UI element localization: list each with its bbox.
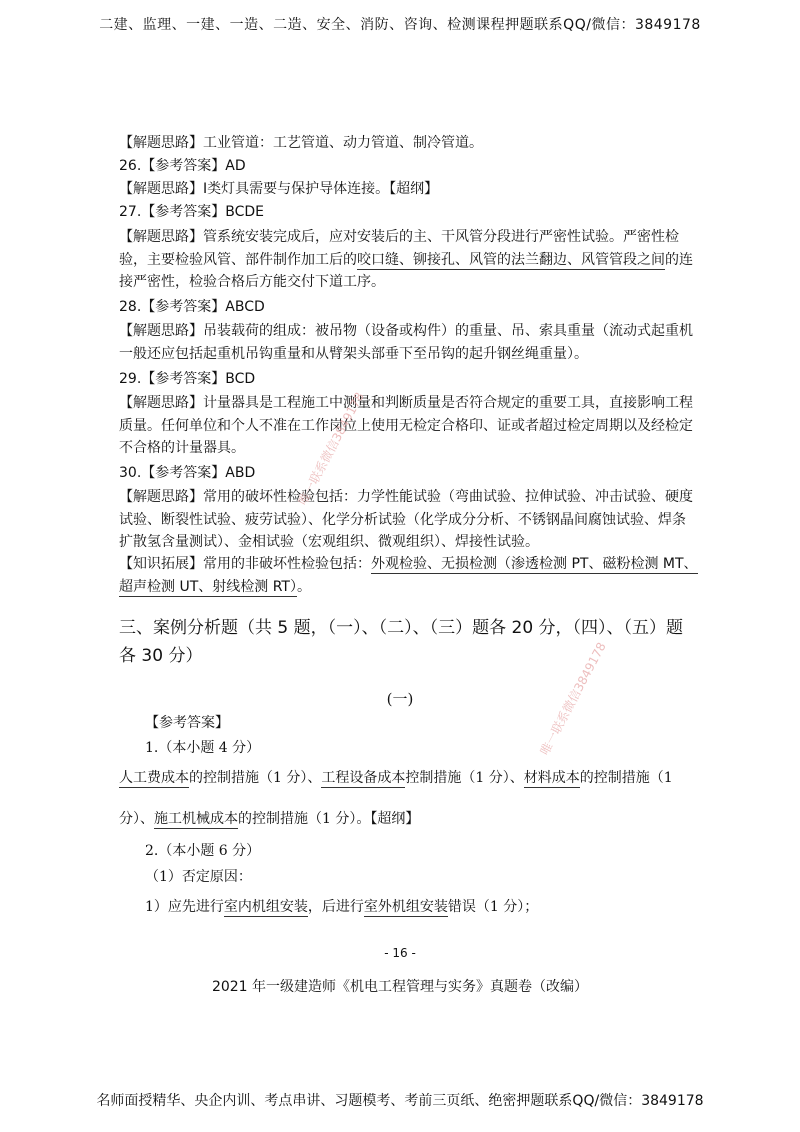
text: 控制措施（1 分）、 bbox=[405, 770, 524, 786]
q30-ext-end: 。 bbox=[296, 578, 311, 595]
answer-line: 26.【参考答案】AD bbox=[119, 158, 246, 174]
q30-answer: 30.【参考答案】ABD bbox=[119, 465, 256, 481]
q29-answer: 29.【参考答案】BCD bbox=[119, 371, 256, 387]
page-number: - 16 - bbox=[384, 946, 416, 960]
q27-explanation bbox=[119, 226, 699, 294]
section-title: 三、案例分析题（共 5 题，（一）、（二）、（三）题各 20 分，（四）、（五）题各 30 分） bbox=[119, 618, 684, 666]
document-title: 2021 年一级建造师《机电工程管理与实务》真题卷（改编） bbox=[211, 979, 589, 995]
indoor-unit: 室内机组安装 bbox=[223, 899, 308, 915]
sub-question-1: 1.（本小题 4 分） bbox=[145, 740, 261, 756]
answer-line: 27.【参考答案】BCDE bbox=[119, 204, 265, 220]
q28-explanation: 【解题思路】吊装载荷的组成：被吊物（设备或构件）的重量、吊、索具重量（流动式起重机一般还应包括起重机吊钩重量和从臂架头部垂下至吊钩的起升钢丝绳重量）。 bbox=[119, 323, 693, 362]
machinery-cost: 施工机械成本 bbox=[154, 811, 238, 827]
q27-text-b: 的连接严密性，检验合格后方能交付下道工序。 bbox=[119, 251, 693, 290]
text: 1）应先进行 bbox=[145, 899, 224, 915]
negation-reason: （1）否定原因： bbox=[145, 869, 252, 885]
material-cost: 材料成本 bbox=[523, 770, 580, 786]
equipment-cost: 工程设备成本 bbox=[321, 770, 406, 786]
q27-underlined: 咬口缝、铆接孔、风管的法兰翻边、风管管段之间 bbox=[357, 251, 665, 268]
text: 错误（1 分）； bbox=[447, 899, 539, 915]
text: 分）、 bbox=[119, 811, 154, 827]
q30-explanation: 【解题思路】常用的破坏性检验包括：力学性能试验（弯曲试验、拉伸试验、冲击试验、硬度试验、断裂性试验、疲劳试验）、化学分析试验（化学成分分析、不锈钢晶间腐蚀试验、焊条扩散氢含量测试）、金相试验（宏观组织、微观组织）、焊接性试验。 bbox=[119, 489, 693, 550]
page-header-banner: 二建、监理、一建、一造、二造、安全、消防、咨询、检测课程押题联系QQ/微信：3849178 bbox=[99, 17, 701, 33]
q30-ext-underlined: 外观检验、无损检测（渗透检测 PT、磁粉检测 MT、超声检测 UT、射线检测 RT） bbox=[119, 556, 698, 595]
reason-item-1 bbox=[145, 896, 538, 918]
text: 的控制措施（1 分）。【超纲】 bbox=[238, 811, 420, 827]
watermark: 唯一联系微信3849178 bbox=[295, 390, 367, 508]
answer-line: 【解题思路】工业管道：工艺管道、动力管道、制冷管道。 bbox=[119, 135, 483, 151]
case1-measures-line2 bbox=[119, 808, 419, 830]
text: 的控制措施（1 分）、 bbox=[189, 770, 322, 786]
q30-ext-text: 【知识拓展】常用的非破坏性检验包括： bbox=[119, 556, 371, 572]
outdoor-unit: 室外机组安装 bbox=[363, 899, 448, 915]
text: ，后进行 bbox=[307, 899, 364, 915]
reference-answer-label: 【参考答案】 bbox=[145, 715, 229, 731]
case1-measures-line1 bbox=[119, 767, 673, 789]
watermark: 唯一联系微信3849178 bbox=[537, 640, 609, 758]
text: 的控制措施（1 bbox=[579, 770, 673, 786]
sub-question-2: 2.（本小题 6 分） bbox=[145, 843, 261, 859]
labor-cost: 人工费成本 bbox=[119, 770, 189, 786]
q27-text-a: 【解题思路】管系统安装完成后，应对安装后的主、干风管分段进行严密性试验。严密性检验，主要检验风管、部件制作加工后的 bbox=[119, 229, 679, 268]
answer-line: 【解题思路】Ⅰ类灯具需要与保护导体连接。【超纲】 bbox=[119, 181, 439, 197]
case-heading: (一) bbox=[386, 690, 414, 708]
q28-answer: 28.【参考答案】ABCD bbox=[119, 299, 265, 315]
page-footer-banner: 名师面授精华、央企内训、考点串讲、习题模考、考前三页纸、绝密押题联系QQ/微信：3849178 bbox=[96, 1093, 704, 1109]
q29-explanation: 【解题思路】计量器具是工程施工中测量和判断质量是否符合规定的重要工具，直接影响工程质量。任何单位和个人不准在工作岗位上使用无检定合格印、证或者超过检定周期以及经检定不合格的计量器具。 bbox=[119, 395, 693, 456]
q30-extension bbox=[119, 553, 699, 598]
